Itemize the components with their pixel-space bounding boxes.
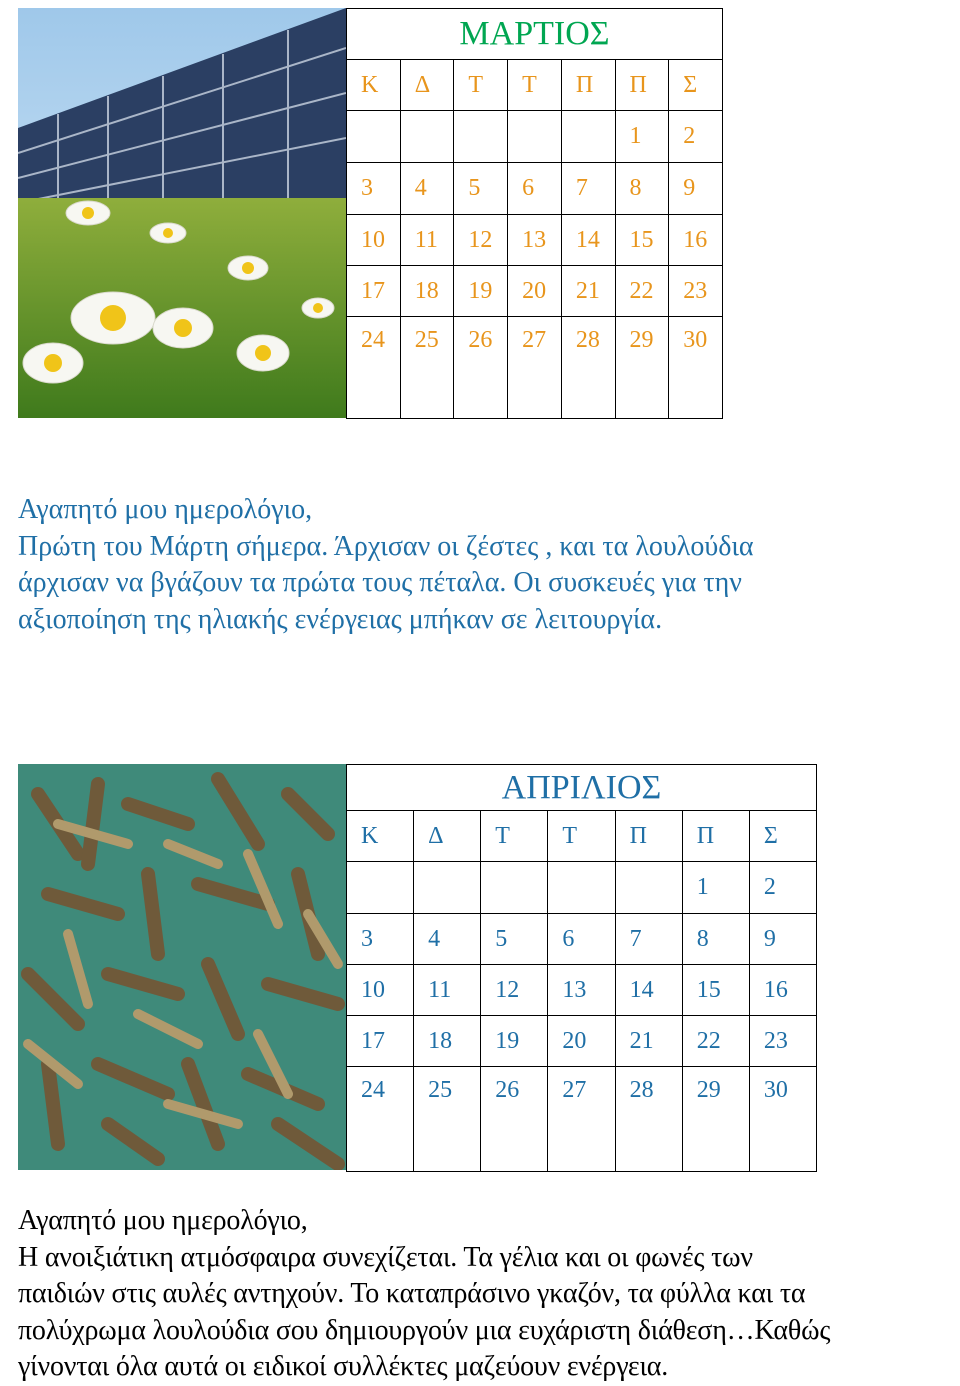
diary-line: Αγαπητό μου ημερολόγιο,: [18, 1205, 308, 1236]
day-cell: 18: [400, 266, 454, 317]
day-cell: 9: [749, 914, 816, 965]
day-cell: 30: [749, 1067, 816, 1172]
calendar-week: [347, 965, 817, 1016]
day-cell: [561, 111, 615, 163]
april-calendar: [346, 764, 817, 1172]
day-cell: [481, 862, 548, 914]
calendar-week: [347, 266, 723, 317]
diary-line: παιδιών στις αυλές αντηχούν. Το καταπράσινο γκαζόν, τα φύλλα και τα: [18, 1278, 806, 1309]
day-cell: 17: [347, 1016, 414, 1067]
day-cell: 21: [615, 1016, 682, 1067]
day-cell: 17: [347, 266, 401, 317]
weekday-label: Τ: [548, 811, 615, 862]
day-cell: 8: [682, 914, 749, 965]
calendar-week: [347, 215, 723, 266]
weekday-label: Κ: [347, 60, 401, 111]
day-cell: 23: [669, 266, 723, 317]
day-cell: 11: [414, 965, 481, 1016]
weekday-label: Π: [615, 811, 682, 862]
weekday-label: Σ: [749, 811, 816, 862]
calendar-week: [347, 1016, 817, 1067]
day-cell: [347, 111, 401, 163]
weekday-label: Τ: [454, 60, 508, 111]
day-cell: 14: [615, 965, 682, 1016]
weekday-label: Π: [682, 811, 749, 862]
diary-line: Αγαπητό μου ημερολόγιο,: [18, 494, 313, 525]
day-cell: 2: [749, 862, 816, 914]
day-cell: 1: [682, 862, 749, 914]
day-cell: 2: [669, 111, 723, 163]
day-cell: 12: [481, 965, 548, 1016]
weekday-label: Τ: [508, 60, 562, 111]
day-cell: 5: [454, 163, 508, 215]
day-cell: 27: [548, 1067, 615, 1172]
diary-line: άρχισαν να βγάζουν τα πρώτα τους πέταλα. Οι συσκευές για την: [18, 567, 742, 598]
weekday-row: [347, 811, 817, 862]
day-cell: 8: [615, 163, 669, 215]
day-cell: 4: [400, 163, 454, 215]
day-cell: 29: [615, 317, 669, 419]
day-cell: 21: [561, 266, 615, 317]
day-cell: 9: [669, 163, 723, 215]
day-cell: 25: [414, 1067, 481, 1172]
day-cell: 16: [749, 965, 816, 1016]
day-cell: 24: [347, 317, 401, 419]
day-cell: 6: [508, 163, 562, 215]
day-cell: 30: [669, 317, 723, 419]
weekday-label: Κ: [347, 811, 414, 862]
day-cell: 6: [548, 914, 615, 965]
diary-line: Πρώτη του Μάρτη σήμερα. Άρχισαν οι ζέστες , και τα λουλούδια: [18, 530, 754, 562]
day-cell: 19: [454, 266, 508, 317]
calendar-week: [347, 1067, 817, 1172]
day-cell: 20: [508, 266, 562, 317]
day-cell: 26: [481, 1067, 548, 1172]
day-cell: 27: [508, 317, 562, 419]
april-diary-entry: [18, 1203, 830, 1386]
day-cell: 28: [615, 1067, 682, 1172]
wood-pellets-photo: [18, 764, 346, 1170]
day-cell: 20: [548, 1016, 615, 1067]
diary-line: πολύχρωμα λουλούδια σου δημιουργούν μια ευχάριστη διάθεση…Καθώς: [18, 1314, 831, 1346]
solar-panels-photo: [18, 8, 346, 418]
march-calendar: [346, 8, 723, 419]
day-cell: [508, 111, 562, 163]
weekday-label: Δ: [414, 811, 481, 862]
day-cell: 1: [615, 111, 669, 163]
diary-line: γίνονται όλα αυτά οι ειδικοί συλλέκτες μαζεύουν ενέργεια.: [18, 1351, 669, 1382]
day-cell: 16: [669, 215, 723, 266]
weekday-label: Σ: [669, 60, 723, 111]
day-cell: 12: [454, 215, 508, 266]
day-cell: 26: [454, 317, 508, 419]
day-cell: 15: [682, 965, 749, 1016]
day-cell: [347, 862, 414, 914]
day-cell: 28: [561, 317, 615, 419]
day-cell: [400, 111, 454, 163]
calendar-week: [347, 914, 817, 965]
month-title: ΑΠΡΙΛΙΟΣ: [347, 765, 817, 811]
day-cell: 11: [400, 215, 454, 266]
weekday-label: Τ: [481, 811, 548, 862]
day-cell: [414, 862, 481, 914]
calendar-week: [347, 111, 723, 163]
day-cell: 15: [615, 215, 669, 266]
diary-line: Η ανοιξιάτικη ατμόσφαιρα συνεχίζεται. Τα γέλια και οι φωνές των: [18, 1241, 753, 1273]
day-cell: 23: [749, 1016, 816, 1067]
weekday-row: [347, 60, 723, 111]
day-cell: 13: [508, 215, 562, 266]
day-cell: 19: [481, 1016, 548, 1067]
day-cell: 22: [615, 266, 669, 317]
month-title: ΜΑΡΤΙΟΣ: [347, 9, 723, 60]
day-cell: 7: [561, 163, 615, 215]
day-cell: 10: [347, 965, 414, 1016]
day-cell: 10: [347, 215, 401, 266]
day-cell: 14: [561, 215, 615, 266]
day-cell: [548, 862, 615, 914]
weekday-label: Δ: [400, 60, 454, 111]
day-cell: 3: [347, 914, 414, 965]
day-cell: 24: [347, 1067, 414, 1172]
day-cell: 4: [414, 914, 481, 965]
day-cell: [615, 862, 682, 914]
day-cell: 7: [615, 914, 682, 965]
weekday-label: Π: [561, 60, 615, 111]
day-cell: 25: [400, 317, 454, 419]
march-diary-entry: [18, 492, 754, 638]
day-cell: 3: [347, 163, 401, 215]
day-cell: [454, 111, 508, 163]
day-cell: 13: [548, 965, 615, 1016]
weekday-label: Π: [615, 60, 669, 111]
day-cell: 29: [682, 1067, 749, 1172]
calendar-week: [347, 317, 723, 419]
calendar-week: [347, 163, 723, 215]
day-cell: 18: [414, 1016, 481, 1067]
day-cell: 22: [682, 1016, 749, 1067]
day-cell: 5: [481, 914, 548, 965]
diary-line: αξιοποίηση της ηλιακής ενέργειας μπήκαν σε λειτουργία.: [18, 603, 663, 635]
calendar-week: [347, 862, 817, 914]
